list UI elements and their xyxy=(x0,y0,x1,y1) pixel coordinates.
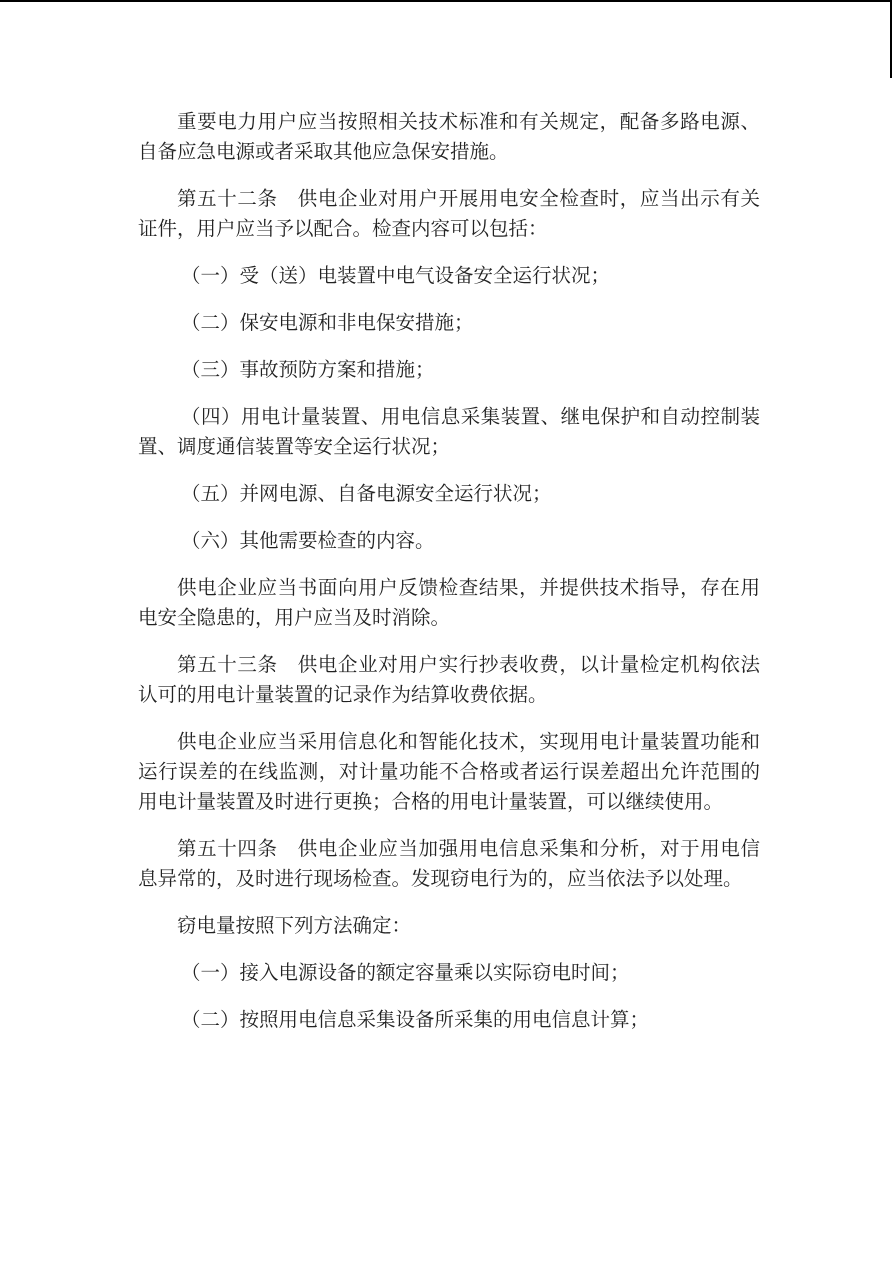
paragraph-theft-calculation: 窃电量按照下列方法确定： xyxy=(177,914,412,937)
list-item: （一）接入电源设备的额定容量乘以实际窃电时间； xyxy=(181,961,630,984)
list-item: （一）受（送）电装置中电气设备安全运行状况； xyxy=(181,264,611,287)
list-item: （五）并网电源、自备电源安全运行状况； xyxy=(181,482,552,505)
paragraph-metering-monitoring: 供电企业应当采用信息化和智能化技术，实现用电计量装置功能和运行误差的在线监测，对计量功能不合格或者运行误差超出允许范围的用电计量装置及时进行更换；合格的用电计量装置，可以继续使用。 xyxy=(138,730,760,813)
article-52: 第五十二条 供电企业对用户开展用电安全检查时，应当出示有关证件，用户应当予以配合。检查内容可以包括： xyxy=(138,187,760,240)
list-item: （二）保安电源和非电保安措施； xyxy=(181,311,474,334)
list-item: （六）其他需要检查的内容。 xyxy=(181,529,435,552)
article-54: 第五十四条 供电企业应当加强用电信息采集和分析，对于用电信息异常的，及时进行现场检查。发现窃电行为的，应当依法予以处理。 xyxy=(138,837,760,890)
document-body xyxy=(138,107,760,1052)
paragraph-backup-power: 重要电力用户应当按照相关技术标准和有关规定，配备多路电源、自备应急电源或者采取其他应急保安措施。 xyxy=(138,110,760,163)
top-border-line xyxy=(0,0,892,2)
article-53: 第五十三条 供电企业对用户实行抄表收费，以计量检定机构依法认可的用电计量装置的记录作为结算收费依据。 xyxy=(138,653,760,706)
paragraph-inspection-feedback: 供电企业应当书面向用户反馈检查结果，并提供技术指导，存在用电安全隐患的，用户应当及时消除。 xyxy=(138,576,760,629)
list-item: （四）用电计量装置、用电信息采集装置、继电保护和自动控制装置、调度通信装置等安全运行状况； xyxy=(138,405,760,458)
list-item: （二）按照用电信息采集设备所采集的用电信息计算； xyxy=(181,1008,650,1031)
list-item: （三）事故预防方案和措施； xyxy=(181,358,435,381)
